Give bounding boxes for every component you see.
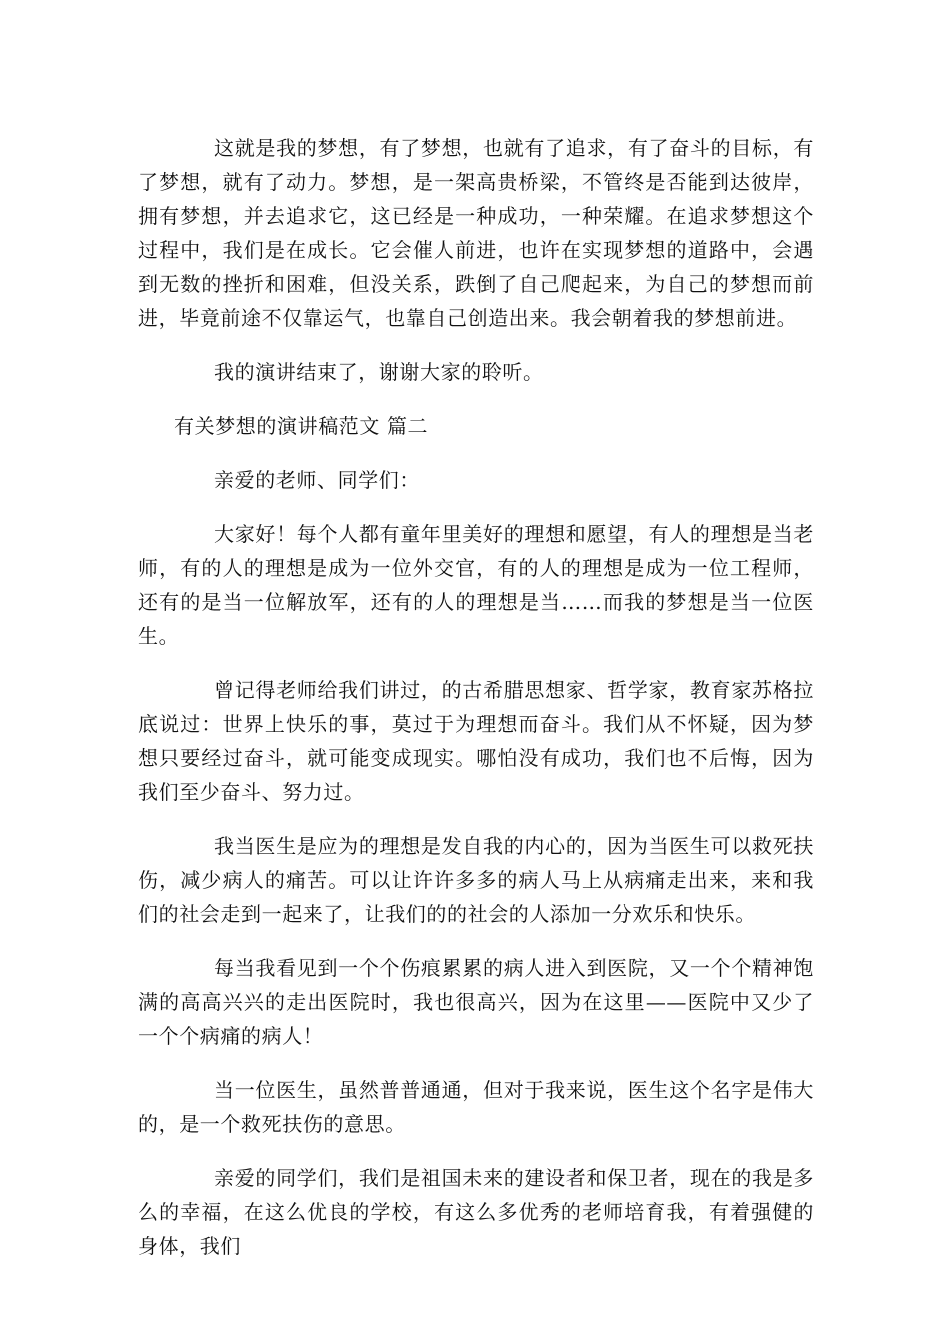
paragraph-classmates: 亲爱的同学们，我们是祖国未来的建设者和保卫者，现在的我是多么的幸福，在这么优良的学校，有这么多优秀的老师培育我，有着强健的身体，我们 — [138, 1166, 814, 1258]
paragraph-socrates: 曾记得老师给我们讲过，的古希腊思想家、哲学家，教育家苏格拉底说过：世界上快乐的事，莫过于为理想而奋斗。我们从不怀疑，因为梦想只要经过奋斗，就可能变成现实。哪怕没有成功，我们也不后悔，因为我们至少奋斗、努力过。 — [138, 678, 814, 804]
paragraph-doctor-reason: 我当医生是应为的理想是发自我的内心的，因为当医生可以救死扶伤，减少病人的痛苦。可以让许许多多的病人马上从病痛走出来，来和我们的社会走到一起来了，让我们的的社会的人添加一分欢乐和快乐。 — [138, 834, 814, 926]
paragraph-childhood-ideals: 大家好！每个人都有童年里美好的理想和愿望，有人的理想是当老师，有的人的理想是成为一位外交官，有的人的理想是成为一位工程师，还有的是当一位解放军，还有的人的理想是当……而我的梦想是当一位医生。 — [138, 522, 814, 648]
paragraph-dream-pursuit: 这就是我的梦想，有了梦想，也就有了追求，有了奋斗的目标，有了梦想，就有了动力。梦想，是一架高贵桥梁，不管终是否能到达彼岸，拥有梦想，并去追求它，这已经是一种成功，一种荣耀。在追求梦想这个过程中，我们是在成长。它会催人前进，也许在实现梦想的道路中，会遇到无数的挫折和困难，但没关系，跌倒了自己爬起来，为自己的梦想而前进，毕竟前途不仅靠运气，也靠自己创造出来。我会朝着我的梦想前进。 — [138, 136, 814, 330]
paragraph-speech-end: 我的演讲结束了，谢谢大家的聆听。 — [214, 360, 544, 384]
paragraph-greeting: 亲爱的老师、同学们： — [214, 468, 420, 492]
document-body — [138, 131, 814, 1263]
section-heading: 有关梦想的演讲稿范文 篇二 — [174, 414, 429, 438]
paragraph-doctor-meaning: 当一位医生，虽然普普通通，但对于我来说，医生这个名字是伟大的，是一个救死扶伤的意思。 — [138, 1078, 814, 1136]
paragraph-hospital: 每当我看见到一个个伤痕累累的病人进入到医院，又一个个精神饱满的高高兴兴的走出医院时，我也很高兴，因为在这里——医院中又少了一个个病痛的病人！ — [138, 956, 814, 1048]
